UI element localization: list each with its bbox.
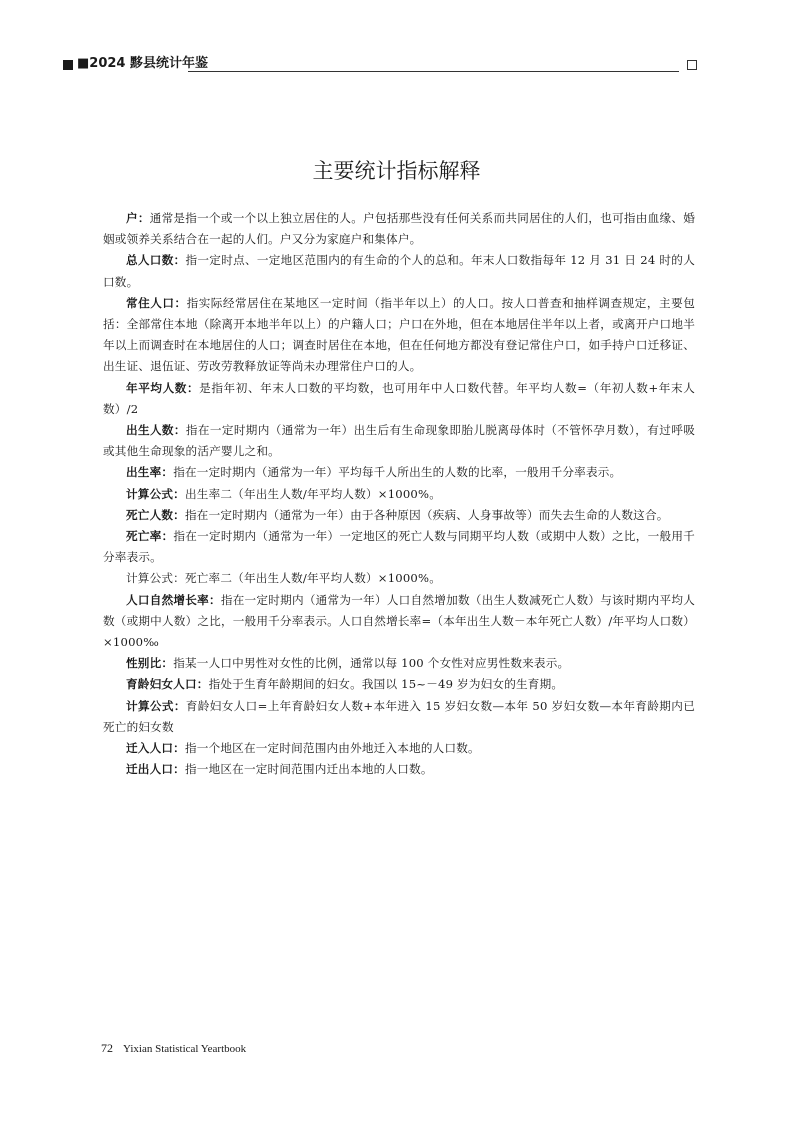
term: 总人口数： (126, 253, 186, 268)
definition-text: 指一定时点、一定地区范围内的有生命的个人的总和。年末人口数指每年 12 月 31 日 24 时的人口数。 (103, 253, 695, 289)
term: 迁入人口： (126, 741, 185, 756)
definition-annual-average (103, 378, 695, 420)
definition-text: 指处于生育年龄期间的妇女。我国以 15~－49 岁为妇女的生育期。 (208, 677, 564, 692)
definition-birth-rate (103, 462, 695, 483)
term: 人口自然增长率： (126, 592, 221, 607)
definition-sex-ratio (103, 653, 695, 674)
definition-in-migration (103, 738, 695, 759)
definition-natural-growth-rate (103, 590, 695, 654)
definition-resident-population (103, 293, 695, 378)
page-title: 主要统计指标解释 (312, 159, 481, 183)
term: 常住人口： (126, 295, 187, 310)
term: 计算公式： (126, 698, 186, 713)
definition-text: 指一个地区在一定时间范围内由外地迁入本地的人口数。 (184, 741, 480, 756)
definition-births (103, 420, 695, 462)
term: 死亡人数： (126, 507, 185, 522)
page-footer (101, 1041, 246, 1056)
definition-total-population (103, 250, 695, 292)
term: 出生人数： (126, 423, 186, 438)
term: 死亡率： (126, 529, 174, 544)
running-header (63, 54, 697, 76)
definition-out-migration (103, 759, 695, 780)
formula-women-childbearing-age (103, 696, 695, 738)
header-square-mark (63, 60, 73, 70)
formula-death-rate (103, 568, 695, 589)
term: 计算公式： (126, 486, 185, 501)
term: 户： (126, 211, 150, 225)
formula-birth-rate (103, 484, 695, 505)
definition-text: 是指年初、年末人口数的平均数，也可用年中人口数代替。年平均人数=（年初人数+年末人数）/2 (103, 380, 695, 416)
definition-text: 出生率二（年出生人数/年平均人数）×1000%。 (184, 486, 442, 501)
definition-text: 育龄妇女人口=上年育龄妇女人数+本年进入 15 岁妇女数—本年 50 岁妇女数—本年育龄期内已死亡的妇女数 (103, 698, 695, 734)
definition-text: 指一地区在一定时间范围内迁出本地的人口数。 (184, 762, 433, 777)
definition-text: 指某一人口中男性对女性的比例，通常以每 100 个女性对应男性数来表示。 (173, 656, 570, 671)
definition-text: 通常是指一个或一个以上独立居住的人。户包括那些没有任何关系而共同居住的人们，也可指由血缘、婚姻或领养关系结合在一起的人们。户又分为家庭户和集体户。 (103, 211, 695, 247)
term: 迁出人口： (126, 762, 185, 777)
definition-text: 计算公式：死亡率二（年出生人数/年平均人数）×1000%。 (126, 571, 442, 586)
header-box-mark (687, 60, 697, 70)
header-rule (188, 71, 679, 72)
definition-text: 指实际经常居住在某地区一定时间（指半年以上）的人口。按人口普查和抽样调查规定，主要包括：全部常住本地（除离开本地半年以上）的户籍人口；户口在外地，但在本地居住半年以上者，或离开户口地半年以上而调查时在本地居住的人口；调查时居住在本地，但在任何地方都没有登记常住户口，如手持户口迁移证、出生证、退伍证、劳改劳教释放证等尚未办理常住户口的人。 (103, 295, 695, 374)
header-title: ■2024 黟县统计年鉴 (77, 56, 208, 71)
term: 年平均人数： (126, 380, 200, 395)
definition-text: 指在一定时期内（通常为一年）人口自然增加数（出生人数减死亡人数）与该时期内平均人数（或期中人数）之比，一般用千分率表示。人口自然增长率=（本年出生人数－本年死亡人数）/年平均人口数）×1000‰ (103, 592, 695, 650)
term: 出生率： (126, 465, 174, 480)
publication-name: Yixian Statistical Yeartbook (123, 1043, 247, 1055)
definition-text: 指在一定时期内（通常为一年）平均每千人所出生的人数的比率，一般用千分率表示。 (173, 465, 622, 480)
definition-text: 指在一定时期内（通常为一年）由于各种原因（疾病、人身事故等）而失去生命的人数这合。 (184, 507, 669, 522)
definition-deaths (103, 505, 695, 526)
definition-text: 指在一定时期内（通常为一年）一定地区的死亡人数与同期平均人数（或期中人数）之比，一般用千分率表示。 (103, 529, 695, 565)
page-number: 72 (101, 1041, 113, 1055)
definition-death-rate (103, 526, 695, 568)
definitions-list (103, 208, 695, 780)
definition-text: 指在一定时期内（通常为一年）出生后有生命现象即胎儿脱离母体时（不管怀孕月数），有过呼吸或其他生命现象的活产婴儿之和。 (103, 423, 695, 459)
definition-household (103, 208, 695, 250)
term: 育龄妇女人口： (126, 677, 209, 692)
definition-women-childbearing-age (103, 674, 695, 695)
term: 性别比： (126, 656, 174, 671)
